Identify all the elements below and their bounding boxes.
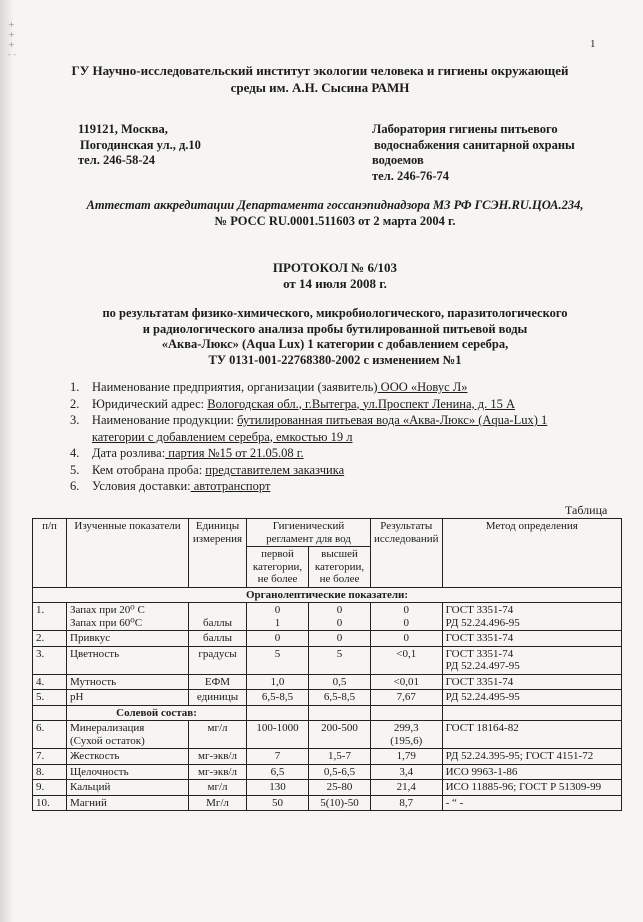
address-block [78, 122, 201, 169]
row-units: баллы [189, 631, 247, 647]
lab-line-1: Лаборатория гигиены питьевого [372, 122, 558, 136]
table-header-row [33, 519, 622, 547]
row-indicator: Минерализация (Сухой остаток) [67, 721, 189, 749]
row-units: единицы [189, 690, 247, 706]
row-number: 9. [33, 780, 67, 796]
row-result: 1,79 [371, 749, 443, 765]
col-method: Метод определения [442, 519, 621, 588]
table-row [33, 721, 622, 749]
subject-line-1: по результатам физико-химического, микробиологического, паразитологического [102, 306, 568, 320]
protocol-date: от 14 июля 2008 г. [283, 276, 387, 291]
row-number: 2. [33, 631, 67, 647]
info-item: 3. Наименование продукции: бутилированная питьевая вода «Аква-Люкс» (Aqua-Lux) 1 категории с добавлением серебра, емкостью 19 л [70, 413, 548, 444]
scan-edge [0, 0, 14, 922]
row-first-category: 0 [247, 631, 309, 647]
row-highest-category: 0 0 [309, 603, 371, 631]
row-first-category: 50 [247, 795, 309, 811]
table-row [33, 780, 622, 796]
table-row [33, 795, 622, 811]
row-result: 7,67 [371, 690, 443, 706]
accreditation-line-1: Аттестат аккредитации Департамента госсанэпиднадзора МЗ РФ ГСЭН.RU.ЦОА.234, [86, 198, 584, 212]
table-row [33, 631, 622, 647]
row-number: 6. [33, 721, 67, 749]
info-item: 5. Кем отобрана проба: представителем заказчика [70, 462, 345, 477]
row-number: 3. [33, 646, 67, 674]
row-number: 10. [33, 795, 67, 811]
row-units: мг-экв/л [189, 749, 247, 765]
row-highest-category: 5(10)-50 [309, 795, 371, 811]
table-row [33, 674, 622, 690]
col-indicator: Изученные показатели [67, 519, 189, 588]
row-number: 1. [33, 603, 67, 631]
table-row [33, 603, 622, 631]
col-regulation: Гигиенический регламент для вод [247, 519, 371, 547]
row-method: - “ - [442, 795, 621, 811]
info-label: Юридический адрес: [92, 396, 205, 411]
row-result: <0,1 [371, 646, 443, 674]
col-result: Результаты исследований [371, 519, 443, 588]
info-label: Кем отобрана проба: [92, 462, 203, 477]
table-row [33, 690, 622, 706]
page-number: 1 [590, 38, 596, 50]
row-result: 21,4 [371, 780, 443, 796]
info-item: 1. Наименование предприятия, организации (заявитель) ООО «Новус Л» [70, 380, 468, 394]
row-first-category: 0 1 [247, 603, 309, 631]
address-phone: тел. 246-58-24 [78, 153, 156, 167]
row-method: ГОСТ 3351-74 РД 52.24.496-95 [442, 603, 621, 631]
row-indicator: Привкус [67, 631, 189, 647]
info-item: 6. Условия доставки: автотранспорт [70, 479, 271, 493]
row-indicator: Магний [67, 795, 189, 811]
row-highest-category: 0,5 [309, 674, 371, 690]
info-item: 4. Дата розлива: партия №15 от 21.05.08 г. [70, 446, 304, 460]
table-section-row [33, 587, 622, 603]
row-indicator: pH [67, 690, 189, 706]
col-units: Единицы измерения [189, 519, 247, 588]
row-indicator: Щелочность [67, 764, 189, 780]
info-value: представителем заказчика [205, 462, 345, 477]
protocol-subject [70, 306, 600, 368]
row-number: 8. [33, 764, 67, 780]
row-indicator: Мутность [67, 674, 189, 690]
row-method: РД 52.24.495-95 [442, 690, 621, 706]
row-number: 5. [33, 690, 67, 706]
row-indicator: Цветность [67, 646, 189, 674]
table-row [33, 764, 622, 780]
row-highest-category: 200-500 [309, 721, 371, 749]
info-value: бутилированная питьевая вода «Аква-Люкс» (Aqua-Lux) 1 категории с добавлением серебра, емкостью 19 л [91, 413, 548, 444]
info-label: Условия доставки: [92, 479, 191, 493]
protocol-header [70, 260, 600, 292]
row-result: 0 0 [371, 603, 443, 631]
row-units: ЕФМ [189, 674, 247, 690]
row-method: ИСО 9963-1-86 [442, 764, 621, 780]
subject-line-2: и радиологического анализа пробы бутилированной питьевой воды [142, 321, 528, 336]
subject-line-3: «Аква-Люкс» (Aqua Lux) 1 категории с добавлением серебра, [161, 337, 509, 351]
address-street: Погодинская ул., д.10 [80, 137, 201, 152]
sample-info-list [70, 379, 590, 495]
table-row [33, 749, 622, 765]
row-first-category: 1,0 [247, 674, 309, 690]
row-units: Мг/л [189, 795, 247, 811]
info-value: ООО «Новус Л» [377, 380, 468, 394]
row-highest-category: 5 [309, 646, 371, 674]
subject-line-4: ТУ 0131-001-22768380-2002 с изменением №1 [208, 352, 462, 367]
row-result: 0 [371, 631, 443, 647]
row-units: градусы [189, 646, 247, 674]
row-indicator: Запах при 20⁰ С Запах при 60⁰С [67, 603, 189, 631]
info-value: автотранспорт [190, 479, 271, 493]
table-label: Таблица [565, 503, 608, 517]
row-first-category: 100-1000 [247, 721, 309, 749]
info-label: Наименование продукции: [91, 413, 234, 427]
accreditation [70, 197, 600, 229]
info-item: 2. Юридический адрес: Вологодская обл., г.Вытегра, ул.Проспект Ленина, д. 15 А [70, 396, 516, 411]
institute-line-1: ГУ Научно-исследовательский институт экологии человека и гигиены окружающей [71, 63, 569, 78]
info-label: Дата розлива: [92, 446, 166, 460]
row-first-category: 130 [247, 780, 309, 796]
table-section-row [33, 705, 622, 721]
table-row [33, 646, 622, 674]
row-units: баллы [189, 603, 247, 631]
lab-line-3: водоемов [372, 153, 424, 167]
col-num: п/п [33, 519, 67, 588]
lab-block [372, 122, 575, 184]
accreditation-line-2: № РОСС RU.0001.511603 от 2 марта 2004 г. [214, 214, 456, 228]
row-first-category: 6,5-8,5 [247, 690, 309, 706]
row-first-category: 6,5 [247, 764, 309, 780]
lab-phone: тел. 246-76-74 [372, 168, 450, 183]
row-method: ГОСТ 3351-74 [442, 631, 621, 647]
row-method: ИСО 11885-96; ГОСТ Р 51309-99 [442, 780, 621, 796]
institute-line-2: среды им. А.Н. Сысина РАМН [230, 80, 410, 95]
row-highest-category: 25-80 [309, 780, 371, 796]
protocol-title: ПРОТОКОЛ № 6/103 [272, 260, 398, 275]
row-highest-category: 0,5-6,5 [309, 764, 371, 780]
info-value: партия №15 от 21.05.08 г. [165, 446, 304, 460]
row-method: ГОСТ 3351-74 РД 52.24.497-95 [442, 646, 621, 674]
row-units: мг/л [189, 780, 247, 796]
info-label: Наименование предприятия, организации (заявитель) [92, 380, 378, 394]
row-number: 7. [33, 749, 67, 765]
row-highest-category: 0 [309, 631, 371, 647]
row-result: 299,3 (195,6) [371, 721, 443, 749]
institute-header [40, 62, 600, 96]
margin-marks: + + + - - [8, 20, 17, 59]
row-units: мг/л [189, 721, 247, 749]
row-method: ГОСТ 18164-82 [442, 721, 621, 749]
row-units: мг-экв/л [189, 764, 247, 780]
row-method: ГОСТ 3351-74 [442, 674, 621, 690]
row-highest-category: 1,5-7 [309, 749, 371, 765]
section-title: Солевой состав: [67, 705, 247, 721]
row-result: 8,7 [371, 795, 443, 811]
row-number: 4. [33, 674, 67, 690]
lab-line-2: водоснабжения санитарной охраны [374, 137, 575, 152]
row-indicator: Кальций [67, 780, 189, 796]
table-body [33, 587, 622, 811]
info-value: Вологодская обл., г.Вытегра, ул.Проспект Ленина, д. 15 А [207, 396, 516, 411]
col-first-category: первой категории, не более [247, 547, 309, 588]
row-result: <0,01 [371, 674, 443, 690]
results-table [32, 518, 622, 811]
section-title: Органолептические показатели: [33, 587, 622, 603]
row-method: РД 52.24.395-95; ГОСТ 4151-72 [442, 749, 621, 765]
row-result: 3,4 [371, 764, 443, 780]
col-highest-category: высшей категории, не более [309, 547, 371, 588]
row-indicator: Жесткость [67, 749, 189, 765]
address-city: 119121, Москва, [78, 122, 168, 136]
row-first-category: 5 [247, 646, 309, 674]
row-first-category: 7 [247, 749, 309, 765]
row-highest-category: 6,5-8,5 [309, 690, 371, 706]
